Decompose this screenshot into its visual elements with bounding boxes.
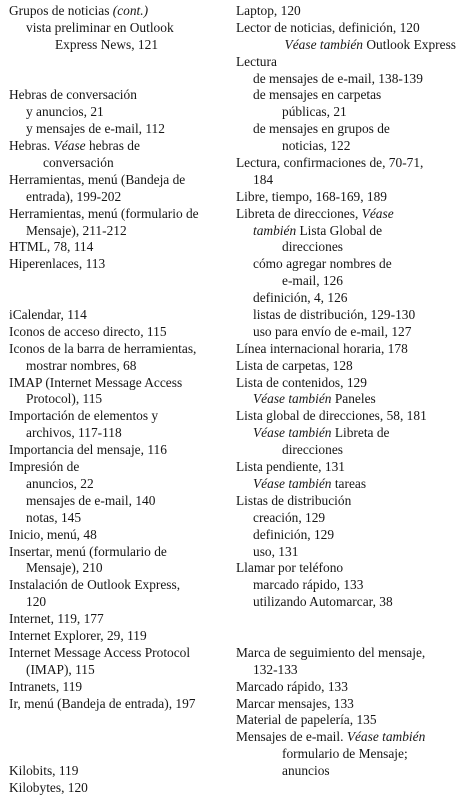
index-line: [9, 527, 227, 544]
index-text: listas de distribución, 129-130: [253, 307, 416, 323]
index-text: uso para envío de e-mail, 127: [253, 323, 412, 339]
index-line: [9, 560, 227, 577]
index-line: [9, 662, 227, 679]
index-line: [236, 3, 458, 20]
index-text: Marcado rápido, 133: [236, 678, 348, 694]
index-line: [9, 476, 227, 493]
index-line: [9, 87, 227, 104]
index-text: Iconos de acceso directo, 115: [9, 323, 167, 339]
index-gap: [9, 712, 227, 729]
index-text: Instalación de Outlook Express,: [9, 577, 181, 593]
index-italic-text: Véase también: [284, 36, 364, 52]
index-line: [9, 375, 227, 392]
index-line: [9, 172, 227, 189]
index-line: [9, 544, 227, 561]
index-gap: [9, 746, 227, 763]
index-line: [9, 408, 227, 425]
index-line: [9, 20, 227, 37]
index-line: [9, 138, 227, 155]
index-text: mensajes de e-mail, 140: [26, 492, 156, 508]
index-text: (IMAP), 115: [26, 661, 95, 677]
index-text: tareas: [331, 475, 367, 491]
index-line: [9, 510, 227, 527]
index-text: Marcar mensajes, 133: [236, 695, 354, 711]
index-line: [9, 679, 227, 696]
index-line: [9, 223, 227, 240]
index-text: uso, 131: [253, 543, 299, 559]
index-text: definición, 4, 126: [253, 290, 348, 306]
index-line: [236, 577, 458, 594]
index-line: [9, 239, 227, 256]
index-column-right: [236, 3, 458, 780]
index-text: Protocol), 115: [26, 391, 103, 407]
index-text: 184: [253, 171, 274, 187]
index-line: [236, 121, 458, 138]
index-text: Material de papelería, 135: [236, 712, 377, 728]
index-text: creación, 129: [253, 509, 326, 525]
index-line: [9, 3, 227, 20]
index-text: Internet Message Access Protocol: [9, 644, 191, 660]
index-text: Insertar, menú (formulario de: [9, 543, 167, 559]
index-text: Lista Global de: [296, 222, 383, 238]
index-text: Internet, 119, 177: [9, 611, 104, 627]
index-text: Paneles: [331, 391, 376, 407]
index-line: [236, 358, 458, 375]
index-text: formulario de Mensaje;: [282, 746, 408, 762]
index-line: [236, 476, 458, 493]
index-text: hebras de: [85, 138, 140, 154]
index-italic-text: Véase también: [346, 729, 426, 745]
index-text: archivos, 117-118: [26, 425, 122, 441]
index-line: [236, 408, 458, 425]
index-line: [236, 307, 458, 324]
index-line: [9, 425, 227, 442]
index-line: [236, 527, 458, 544]
index-line: [236, 645, 458, 662]
index-text: Lista pendiente, 131: [236, 459, 345, 475]
index-line: [9, 189, 227, 206]
index-line: [236, 104, 458, 121]
index-line: [9, 104, 227, 121]
index-column-left: [9, 3, 227, 797]
index-gap: [236, 628, 458, 645]
index-text: 120: [26, 594, 47, 610]
index-line: [9, 121, 227, 138]
index-line: [236, 696, 458, 713]
index-line: [236, 594, 458, 611]
index-text: Lector de noticias, definición, 120: [236, 19, 420, 35]
index-line: [9, 594, 227, 611]
index-text: Kilobits, 119: [9, 763, 79, 779]
index-line: [236, 290, 458, 307]
index-line: [236, 20, 458, 37]
index-line: [236, 324, 458, 341]
index-text: Impresión de: [9, 459, 80, 475]
index-italic-text: Véase también: [253, 475, 332, 491]
index-line: [236, 763, 458, 780]
index-text: Lista de carpetas, 128: [236, 357, 353, 373]
index-italic-text: Véase también: [253, 425, 332, 441]
index-line: [236, 442, 458, 459]
index-text: Hebras de conversación: [9, 87, 137, 103]
index-text: y anuncios, 21: [26, 104, 104, 120]
index-line: [236, 729, 458, 746]
index-line: [236, 560, 458, 577]
index-text: utilizando Automarcar, 38: [253, 594, 393, 610]
index-gap: [9, 729, 227, 746]
index-line: [9, 577, 227, 594]
index-text: Línea internacional horaria, 178: [236, 340, 408, 356]
index-text: de mensajes de e-mail, 138-139: [253, 70, 423, 86]
index-gap: [9, 54, 227, 71]
index-line: [9, 341, 227, 358]
index-text: direcciones: [282, 239, 343, 255]
index-line: [236, 189, 458, 206]
index-line: [9, 307, 227, 324]
index-line: [9, 763, 227, 780]
index-line: [9, 459, 227, 476]
index-line: [236, 71, 458, 88]
index-text: Kilobytes, 120: [9, 779, 88, 795]
index-line: [9, 324, 227, 341]
index-text: Libre, tiempo, 168-169, 189: [236, 188, 387, 204]
index-text: Outlook Express: [363, 36, 456, 52]
index-text: mostrar nombres, 68: [26, 357, 137, 373]
index-text: Internet Explorer, 29, 119: [9, 627, 147, 643]
index-line: [236, 172, 458, 189]
index-line: [236, 239, 458, 256]
index-text: Lectura, confirmaciones de, 70-71,: [236, 155, 424, 171]
index-text: anuncios: [282, 763, 330, 779]
index-gap: [236, 611, 458, 628]
index-text: Mensajes de e-mail.: [236, 729, 347, 745]
index-text: Intranets, 119: [9, 678, 83, 694]
index-line: [9, 206, 227, 223]
index-line: [236, 223, 458, 240]
index-text: noticias, 122: [282, 138, 351, 154]
index-line: [236, 37, 458, 54]
index-line: [9, 442, 227, 459]
index-gap: [9, 290, 227, 307]
index-line: [236, 375, 458, 392]
index-line: [236, 391, 458, 408]
index-text: cómo agregar nombres de: [253, 256, 392, 272]
index-line: [236, 341, 458, 358]
index-text: vista preliminar en Outlook: [26, 19, 174, 35]
index-line: [9, 256, 227, 273]
index-text: Lectura: [236, 53, 277, 69]
index-text: Mensaje), 211-212: [26, 222, 127, 238]
index-text: Lista global de direcciones, 58, 181: [236, 408, 427, 424]
index-text: 132-133: [253, 661, 298, 677]
index-text: IMAP (Internet Message Access: [9, 374, 183, 390]
index-italic-text: también: [253, 222, 297, 238]
index-text: Importancia del mensaje, 116: [9, 442, 167, 458]
index-text: Hebras.: [9, 138, 54, 154]
index-text: Marca de seguimiento del mensaje,: [236, 644, 426, 660]
index-italic-text: Véase: [361, 205, 394, 221]
index-text: públicas, 21: [282, 104, 347, 120]
index-italic-text: Véase también: [253, 391, 332, 407]
index-text: Herramientas, menú (Bandeja de: [9, 171, 186, 187]
index-text: Ir, menú (Bandeja de entrada), 197: [9, 695, 196, 711]
index-line: [236, 425, 458, 442]
index-line: [236, 256, 458, 273]
index-italic-text: (cont.): [112, 3, 149, 18]
index-line: [236, 138, 458, 155]
index-text: Hiperenlaces, 113: [9, 256, 106, 272]
index-line: [236, 510, 458, 527]
index-line: [9, 358, 227, 375]
index-text: Importación de elementos y: [9, 408, 159, 424]
index-line: [9, 155, 227, 172]
index-line: [236, 273, 458, 290]
index-text: y mensajes de e-mail, 112: [26, 121, 165, 137]
index-text: HTML, 78, 114: [9, 239, 94, 255]
index-line: [236, 493, 458, 510]
index-text: Herramientas, menú (formulario de: [9, 205, 199, 221]
index-line: [9, 696, 227, 713]
index-text: marcado rápido, 133: [253, 577, 364, 593]
index-text: definición, 129: [253, 526, 335, 542]
index-text: entrada), 199-202: [26, 188, 122, 204]
index-line: [236, 679, 458, 696]
index-gap: [9, 71, 227, 88]
index-text: notas, 145: [26, 509, 82, 525]
index-text: de mensajes en grupos de: [253, 121, 390, 137]
index-text: Listas de distribución: [236, 492, 352, 508]
index-text: direcciones: [282, 442, 343, 458]
index-line: [9, 645, 227, 662]
index-text: e-mail, 126: [282, 273, 343, 289]
index-text: Mensaje), 210: [26, 560, 103, 576]
index-line: [236, 712, 458, 729]
index-line: [9, 37, 227, 54]
index-text: Inicio, menú, 48: [9, 526, 97, 542]
index-text: iCalendar, 114: [9, 307, 87, 323]
index-text: Libreta de: [331, 425, 390, 441]
index-text: Lista de contenidos, 129: [236, 374, 367, 390]
index-line: [9, 391, 227, 408]
index-text: anuncios, 22: [26, 475, 94, 491]
index-line: [9, 780, 227, 797]
index-line: [236, 87, 458, 104]
index-text: Llamar por teléfono: [236, 560, 344, 576]
index-text: Iconos de la barra de herramientas,: [9, 340, 197, 356]
index-line: [236, 662, 458, 679]
index-line: [236, 544, 458, 561]
index-gap: [9, 273, 227, 290]
index-line: [236, 459, 458, 476]
index-text: de mensajes en carpetas: [253, 87, 382, 103]
index-line: [236, 155, 458, 172]
index-line: [9, 628, 227, 645]
index-line: [236, 746, 458, 763]
index-text: Express News, 121: [55, 36, 159, 52]
index-line: [236, 206, 458, 223]
index-line: [9, 493, 227, 510]
index-italic-text: Véase: [53, 138, 86, 154]
index-line: [236, 54, 458, 71]
index-text: Grupos de noticias: [9, 3, 113, 18]
index-text: Libreta de direcciones,: [236, 205, 362, 221]
index-text: Laptop, 120: [236, 3, 301, 18]
index-line: [9, 611, 227, 628]
index-text: conversación: [43, 155, 114, 171]
